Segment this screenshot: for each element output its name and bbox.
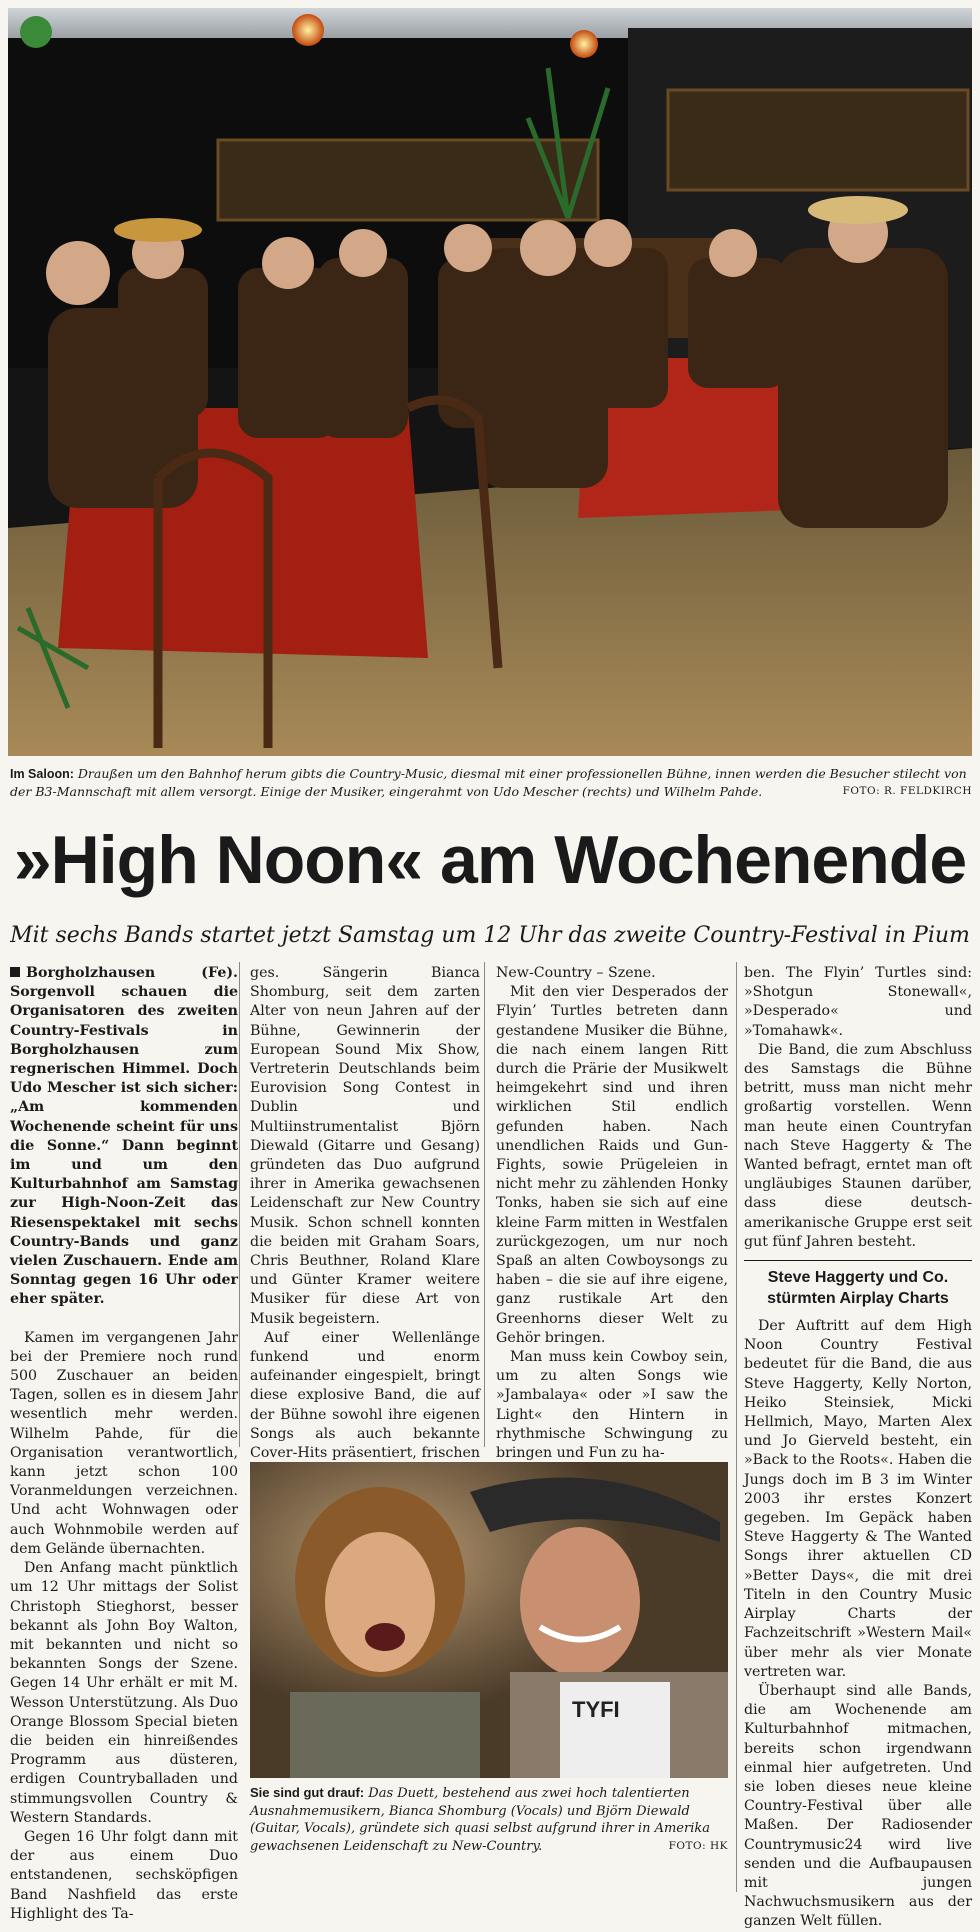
caption-label: Im Saloon: xyxy=(10,767,74,781)
paragraph: Der Auftritt auf dem High Noon Country Festival bedeutet für die Band, die aus Steve Haggerty, Kelly Norton, Heiko Steinsiek, Micki Hellmich, Mayo, Marten Alex und Jo Gierveld besteht, ein »Back to the Roots«. Haben die Jungs doch im B 3 im Winter 2003 ihr erstes Konzert gegeben. Im Gepäck haben Steve Haggerty & The Wanted Songs ihrer aktuellen CD »Better Days«, die mit drei Titeln in den Country Music Airplay Charts der Fachzeitschrift »Western Mail« über mehr als vier Monate vertreten war. xyxy=(744,1318,972,1680)
column-rule xyxy=(736,962,737,1892)
caption-text: Draußen um den Bahnhof herum gibts die Country-Music, diesmal mit einer professionellen Bühne, innen werden die Besucher stilecht von der B3-Mannschaft mit allem versorgt. Einige der Musiker, eingerahmt von Udo Mescher (rechts) und Wilhelm Pahde. xyxy=(10,766,967,799)
paragraph: Den Anfang macht pünktlich um 12 Uhr mittags der Solist Christoph Stieghorst, besser bekannt als John Boy Walton, mit bekannten und nicht so bekannten Songs der Szene. Gegen 14 Uhr erhält er mit M. Wesson Unterstützung. Als Duo Orange Blossom Special bieten die beiden ein hinreißendes Programm aus düsteren, erdigen Countryballaden und stimmungsvollen Country & Western Standards. xyxy=(10,1560,238,1826)
top-photo-caption xyxy=(10,765,972,800)
duo-photo-illustration xyxy=(250,1462,728,1778)
paragraph: Gegen 16 Uhr folgt dann mit der aus einem Duo entstandenen, sechsköpfigen Band Nashfield das erste Highlight des Ta- xyxy=(10,1828,238,1922)
caption-text: Das Duett, bestehend aus zwei hoch talentierten Ausnahmemusikern, Bianca Shomburg (Vocals) und Björn Diewald (Guitar, Vocals), gründete sich quasi selbst aufgrund ihrer in Amerika gewachsenen Leidenschaft zu New-Country. xyxy=(250,1786,710,1854)
paragraph: New-Country – Szene. xyxy=(496,965,656,981)
photo-credit: FOTO: R. FELDKIRCH xyxy=(842,785,972,797)
duo-photo-caption xyxy=(250,1784,728,1855)
column-1 xyxy=(10,964,238,1922)
duo-photo xyxy=(250,1462,728,1778)
paragraph: ben. The Flyin’ Turtles sind: »Shotgun Stonewall«, »Desperado« und »Tomahawk«. xyxy=(744,965,972,1039)
lead-paragraph: Borgholzhausen (Fe). Sorgenvoll schauen die Organisatoren des zweiten Country-Festivals in Borgholzhausen zum regnerischen Himmel. Doch Udo Mescher ist sich sicher: „Am kommenden Wochenende scheint für uns die Sonne.“ Dann beginnt im und um den Kulturbahnhof am Samstag zur High-Noon-Zeit das Riesenspektakel mit sechs Country-Bands und ganz vielen Zuschauern. Ende am Sonntag gegen 16 Uhr oder eher später. xyxy=(10,965,238,1308)
bullet-square-icon xyxy=(10,967,20,977)
photo-credit: FOTO: HK xyxy=(668,1839,728,1852)
section-heading: Steve Haggerty und Co. stürmten Airplay Charts xyxy=(744,1260,972,1309)
paragraph: Mit den vier Desperados der Flyin’ Turtles betreten dann gestandene Musiker die Bühne, die nach einem langen Ritt durch die Prärie der Musikwelt heimgekehrt sind und ihren wirklichen Stil endlich gefunden haben. Nach unendlichen Raids und Gun-Fights, sowie Prügeleien in nicht mehr zu zählenden Honky Tonks, haben sie sich auf eine kleine Farm mitten in Westfalen zurückgezogen, um nur noch Spaß an alten Cowboysongs zu haben – die sie auf ihre eigene, ganz rustikale Art den Greenhorns dieser Welt zu Gehör bringen. xyxy=(496,984,728,1346)
column-rule xyxy=(484,962,485,1447)
caption-label: Sie sind gut drauf: xyxy=(250,1785,365,1800)
column-rule xyxy=(239,962,240,1447)
paragraph: ges. Sängerin Bianca Shomburg, seit dem zarten Alter von neun Jahren auf der Bühne, Gewinnerin der European Sound Mix Show, Vertreterin Deutschlands beim Eurovision Song Contest in Dublin und Multiinstrumentalist Björn Diewald (Gitarre und Gesang) gründeten das Duo aufgrund ihrer in Amerika gewachsenen Leidenschaft zur New Country Musik. Schon schnell konnten die beiden mit Graham Soars, Chris Beuthner, Roland Klare und Günter Kramer weitere Musiker für diese Art von Musik begeistern. xyxy=(250,965,480,1327)
paragraph: Die Band, die zum Abschluss des Samstags die Bühne betritt, muss man nicht mehr großartig vorstellen. Wenn man heute einen Countryfan nach Steve Haggerty & The Wanted befragt, erntet man oft ungläubiges Staunen darüber, dass diese deutsch-amerikanische Gruppe erst seit gut fünf Jahren besteht. xyxy=(744,1041,972,1250)
subheadline: Mit sechs Bands startet jetzt Samstag um 12 Uhr das zweite Country-Festival in Pium xyxy=(10,923,970,948)
saloon-photo xyxy=(8,8,972,756)
paragraph: Man muss kein Cowboy sein, um zu alten Songs wie »Jambalaya« oder »I saw the Light« den Hintern in rhythmische Schwingung zu bringen und Fun zu ha- xyxy=(496,1349,728,1462)
column-4 xyxy=(744,964,972,1932)
column-3 xyxy=(496,964,728,1463)
paragraph: Auf einer Wellenlänge funkend und enorm aufeinander eingespielt, bringt diese explosive Band, die auf der Bühne sowohl ihre eigenen Songs als auch bekannte Cover-Hits präsentiert, frischen xyxy=(250,1329,480,1462)
paragraph: Überhaupt sind alle Bands, die am Wochenende am Kulturbahnhof mitmachen, bereits schon irgendwann einmal hier aufgetreten. Und sie loben dieses neue kleine Country-Festival über alle Maßen. Der Radiosender Countrymusic24 wird live senden und die Aufbaupausen mit jungen Nachwuchsmusikern aus der ganzen Welt füllen. xyxy=(744,1682,972,1930)
paragraph: Kamen im vergangenen Jahr bei der Premiere noch rund 500 Zuschauer an beiden Tagen, sollen es in diesem Jahr wesentlich mehr werden. Wilhelm Pahde, für die Organisation verantwortlich, kann jetzt schon 100 Voranmeldungen verzeichnen. Und acht Wohnwagen oder auch Wohnmobile werden auf dem Gelände übernachten. xyxy=(10,1329,238,1557)
column-2 xyxy=(250,964,480,1482)
shirt-print: TYFI xyxy=(572,1697,620,1722)
saloon-photo-illustration xyxy=(8,8,972,756)
headline: »High Noon« am Wochenende xyxy=(13,822,967,898)
